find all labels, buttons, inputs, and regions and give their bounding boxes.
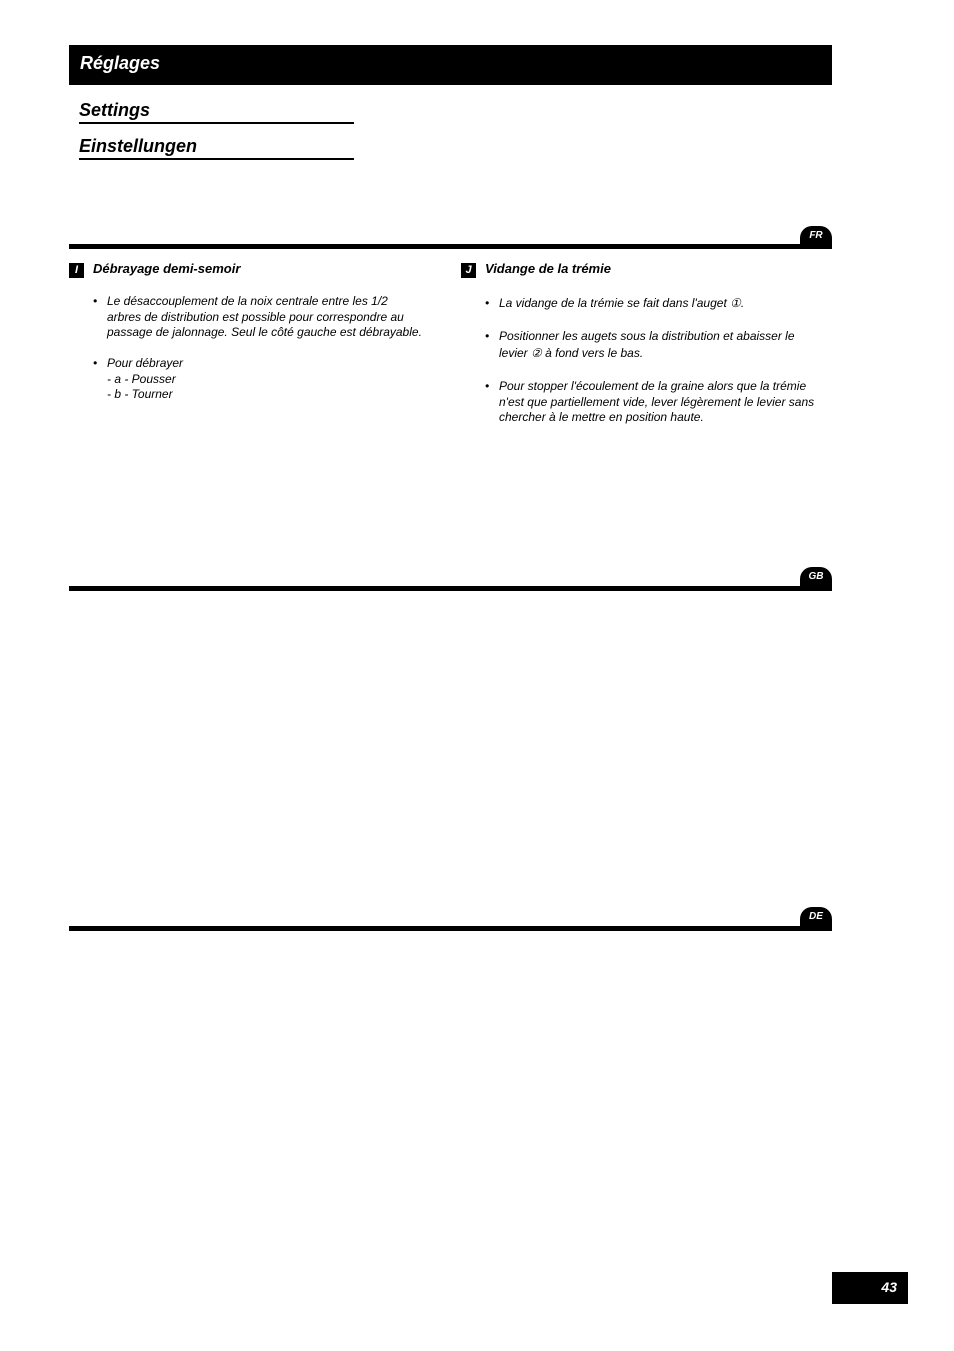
- section-marker-j: J: [461, 263, 476, 278]
- bullet-glyph: •: [485, 379, 490, 393]
- list-item-line: Le désaccouplement de la noix centrale entre les 1/2: [107, 294, 388, 308]
- list-item-line: chercher à le mettre en position haute.: [499, 410, 704, 424]
- lang-badge-gb: GB: [800, 567, 832, 588]
- list-item-line: levier ② à fond vers le bas.: [499, 345, 644, 360]
- list-item-line: - b - Tourner: [107, 387, 173, 401]
- lang-rule-de: [69, 926, 832, 931]
- bullet-glyph: •: [93, 294, 98, 308]
- section-title-vidange: Vidange de la trémie: [485, 261, 611, 276]
- lang-badge-fr: FR: [800, 226, 832, 247]
- page-number-box: [832, 1272, 908, 1304]
- bullet-glyph: •: [93, 356, 98, 370]
- list-item-line: arbres de distribution est possible pour correspondre au: [107, 309, 404, 324]
- header-bar: [69, 45, 832, 85]
- subtitle-settings: Settings: [79, 100, 354, 124]
- page-number: 43: [881, 1279, 897, 1295]
- list-item-line: Positionner les augets sous la distribution et abaisser le: [499, 329, 795, 343]
- list-item-line: Pour stopper l'écoulement de la graine alors que la trémie: [499, 379, 807, 393]
- section-title-debrayage: Débrayage demi-semoir: [93, 261, 241, 276]
- lang-badge-de: DE: [800, 907, 832, 928]
- list-item-line: n'est que partiellement vide, lever légèrement le levier sans: [499, 394, 815, 409]
- list-item-line: - a - Pousser: [107, 371, 176, 386]
- section-marker-i: I: [69, 263, 84, 278]
- list-item-line: La vidange de la trémie se fait dans l'auget ①.: [499, 296, 745, 310]
- list-item-line: Pour débrayer: [107, 356, 184, 370]
- list-item-line: passage de jalonnage. Seul le côté gauche est débrayable.: [107, 325, 422, 339]
- lang-rule-gb: [69, 586, 832, 591]
- lang-rule-fr: [69, 244, 832, 249]
- bullet-glyph: •: [485, 296, 490, 310]
- page-title: Réglages: [80, 53, 161, 73]
- bullet-glyph: •: [485, 329, 490, 343]
- subtitle-einstellungen: Einstellungen: [79, 136, 354, 160]
